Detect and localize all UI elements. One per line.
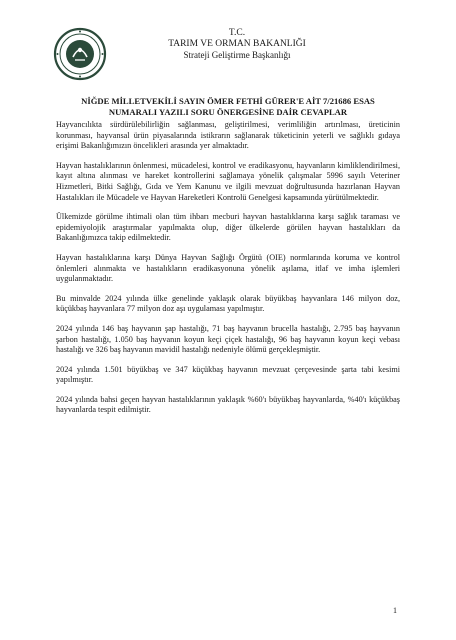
paragraph: Bu minvalde 2024 yılında ülke genelinde yaklaşık olarak büyükbaş hayvanlara 146 milyon doz, küçükbaş hayvanlara 77 milyon doz aşı uygulaması yapılmıştır. — [56, 293, 400, 314]
paragraph: Ülkemizde görülme ihtimali olan tüm ihbarı mecburi hayvan hastalıklarına karşı sağlık taraması ve epidemiyolojik araştırmalar yapılmakta olup, diğer ülkelerde görülen hayvan hastalıkları da Bakanlığımızca takip edilmektedir. — [56, 212, 400, 243]
title-line-1: NİĞDE MİLLETVEKİLİ SAYIN ÖMER FETHİ GÜRER'E AİT 7/21686 ESAS — [81, 96, 375, 106]
paragraph: Hayvan hastalıklarının önlenmesi, mücadelesi, kontrol ve eradikasyonu, hayvanların kimliklendirilmesi, kayıt altına alınması ve hareket kontrollerini sağlamaya yönelik çalışmalar 5996 sayılı Veteriner Hizmetleri, Bitki Sağlığı, Gıda ve Yem Kanunu ve ilgili mevzuat doğrultusunda hazırlanan Hayvan Hastalıkları ile Mücadele ve Hayvan Hareketleri Kontrolü Genelgesi kapsamında yürütülmektedir. — [56, 160, 400, 202]
document-body — [56, 120, 400, 425]
paragraph: Hayvancılıkta sürdürülebilirliğin sağlanması, geliştirilmesi, verimliliğin artırılması, üreticinin korunması, hayvansal ürün piyasalarında istikrarın sağlanarak tüketicinin yeterli ve sağlıklı gıdaya erişimi Bakanlığımızın öncelikleri arasında yer almaktadır. — [56, 120, 400, 151]
header-ministry-name: TARIM VE ORMAN BAKANLIĞI — [168, 39, 306, 49]
page-number: 1 — [393, 606, 397, 615]
paragraph: 2024 yılında 146 baş hayvanın şap hastalığı, 71 baş hayvanın brucella hastalığı, 2.795 baş hayvanın şarbon hastalığı, 1.050 baş hayvanın koyun keçi çiçek hastalığı, 96 baş hayvanın koyun keçi vebası hastalığı ve 326 baş hayvanın mavidil hastalığı nedeniyle ölümü gerçekleşmiştir. — [56, 323, 400, 355]
document-title — [58, 96, 398, 117]
paragraph: 2024 yılında bahsi geçen hayvan hastalıklarının yaklaşık %60'ı büyükbaş hayvanlarda, %40'ı küçükbaş hayvanlarda tespit edilmiştir. — [56, 394, 400, 415]
title-line-2: NUMARALI YAZILI SORU ÖNERGESİNE DAİR CEVAPLAR — [108, 106, 348, 117]
paragraph: Hayvan hastalıklarına karşı Dünya Hayvan Sağlığı Örgütü (OIE) normlarında koruma ve kontrol önlemleri alınmakta ve hastalıkların eradikasyonuna yönelik aşılama, itlaf ve imha işlemleri uygulanmaktadır. — [56, 252, 400, 284]
paragraph: 2024 yılında 1.501 büyükbaş ve 347 küçükbaş hayvanın mevzuat çerçevesinde şarta tabi kesimi yapılmıştır. — [56, 364, 400, 385]
header-tc: T.C. — [228, 28, 246, 38]
header-department: Strateji Geliştirme Başkanlığı — [183, 50, 291, 60]
ministry-header — [0, 28, 456, 61]
